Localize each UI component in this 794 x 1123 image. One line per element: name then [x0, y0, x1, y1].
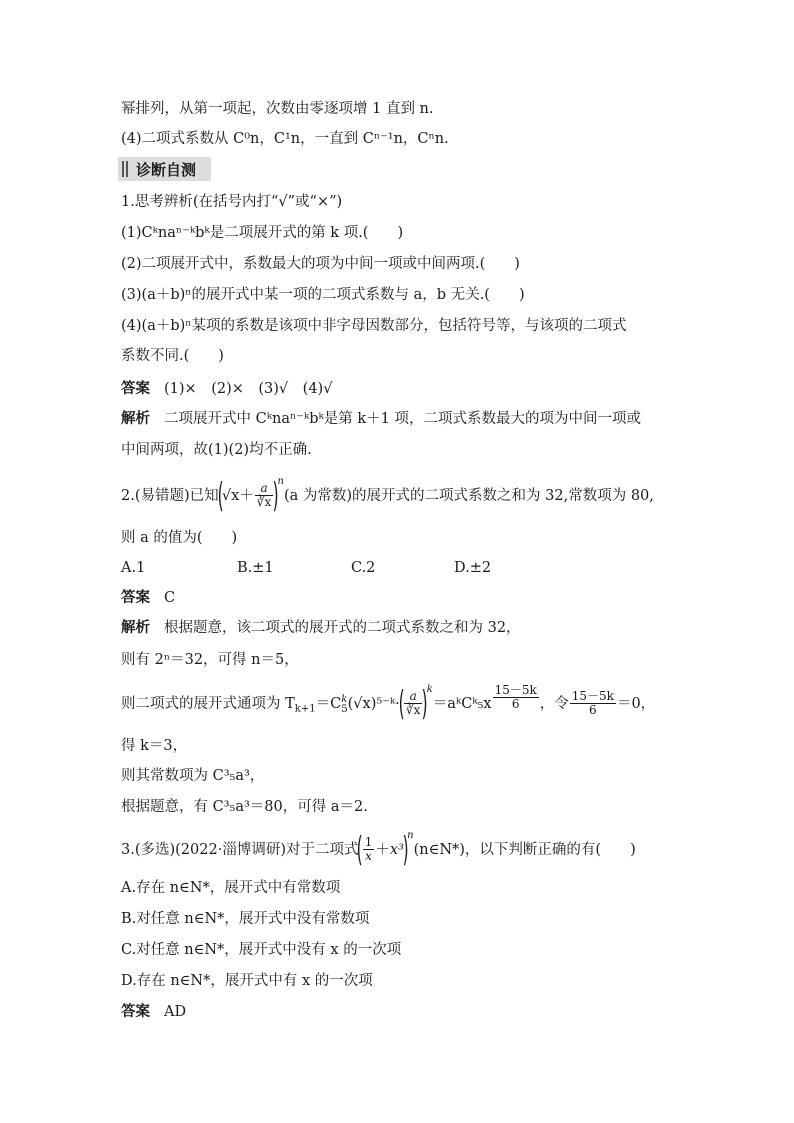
option-a[interactable]: A.存在 n∈N*，展开式中有常数项 — [121, 880, 341, 896]
formula-prefix: 则二项式的展开式通项为 T — [121, 695, 295, 712]
question-prefix: 3.(多选)(2022·淄博调研)对于二项式 — [121, 841, 359, 858]
answer-label: 答案 — [121, 380, 150, 397]
section-header — [118, 157, 211, 181]
question-suffix: (n∈N*)，以下判断正确的有( ) — [413, 841, 636, 858]
answer-line — [121, 1002, 186, 1022]
explanation-text: 根据题意，该二项式的展开式的二项式系数之和为 32， — [164, 620, 521, 636]
answer-text: (1)× (2)× (3)√ (4)√ — [164, 381, 333, 397]
question-title: 1.思考辨析(在括号内打“√”或“×”) — [121, 194, 343, 210]
explanation-label: 解析 — [121, 410, 150, 427]
answer-label: 答案 — [121, 1003, 150, 1020]
question-text: 则 a 的值为( ) — [121, 530, 238, 546]
math-sub: 5 — [341, 703, 348, 715]
option-c[interactable]: C.对任意 n∈N*，展开式中没有 x 的一次项 — [121, 942, 402, 958]
question-item: (1)Cᵏnaⁿ⁻ᵏbᵏ是二项展开式的第 k 项.( ) — [121, 225, 404, 241]
answer-text: AD — [164, 1004, 187, 1020]
explanation-text: 得 k＝3， — [121, 738, 188, 754]
math-fraction: $\frac{15-5k}{6}$ — [571, 689, 614, 718]
question-title: 2.(易错题)已知(√x＋ $\frac{a}{∛x}$ )$^n$(a 为常数)的展开式的二项式系数之和为 32,常数项为 80, — [121, 475, 654, 516]
option-d[interactable]: D.±2 — [454, 560, 492, 576]
math-fraction: $\frac{1}{x}$ — [364, 835, 373, 864]
explanation-text: 中间两项，故(1)(2)均不正确. — [121, 442, 312, 458]
explanation-formula: 则二项式的展开式通项为 $T_{k+1}=C^k_5(√x)^{5-}ᵏ\cdot$( $\frac{a}{∛x}$ )$^k$＝aᵏCᵏ₅x $\frac{15-5k}{6}$ ，令 $\frac{15-5k}{6}$ ＝0， — [121, 683, 656, 724]
text-line: 幂排列，从第一项起，次数由零逐项增 1 直到 n. — [121, 101, 434, 117]
math-plus: ＋ — [375, 841, 390, 858]
question-item: (3)(a＋b)ⁿ的展开式中某一项的二项式系数与 a，b 无关.( ) — [121, 287, 525, 303]
section-bars-icon — [122, 161, 129, 177]
section-title: 诊断自测 — [136, 161, 197, 179]
text-line: (4)二项式系数从 C⁰n，C¹n，一直到 Cⁿ⁻¹n，Cⁿn. — [121, 131, 449, 147]
option-c[interactable]: C.2 — [351, 560, 376, 576]
answer-text: C — [164, 590, 176, 606]
math-plus: ＋ — [239, 487, 254, 504]
math-sqrt: √x — [221, 487, 240, 504]
explanation-label: 解析 — [121, 619, 150, 636]
question-item: (2)二项展开式中，系数最大的项为中间一项或中间两项.( ) — [121, 256, 520, 272]
math-body: (√x)⁵⁻ᵏ· — [347, 695, 400, 712]
explanation-text: 根据题意，有 C³₅a³＝80，可得 a＝2. — [121, 799, 368, 815]
answer-line — [121, 588, 175, 608]
math-sup: k — [341, 694, 348, 705]
explanation-line — [121, 409, 641, 429]
explanation-text: 则有 2ⁿ＝32，可得 n＝5， — [121, 652, 299, 668]
answer-line — [121, 379, 332, 399]
math-term: x³ — [389, 841, 404, 858]
math-fraction: $\frac{15-5k}{6}$ — [494, 683, 537, 712]
question-item: (4)(a＋b)ⁿ某项的系数是该项中非字母因数部分，包括符号等，与该项的二项式 — [121, 318, 627, 334]
question-title: 3.(多选)(2022·淄博调研)对于二项式( $\frac{1}{x}$ ＋x³)$^n$(n∈N*)，以下判断正确的有( ) — [121, 829, 636, 870]
explanation-text: 则其常数项为 C³₅a³， — [121, 768, 265, 784]
option-b[interactable]: B.对任意 n∈N*，展开式中没有常数项 — [121, 911, 370, 927]
math-eq: ＝C — [315, 695, 342, 712]
math-fraction: $\frac{a}{∛x}$ — [256, 481, 272, 510]
explanation-text: 二项展开式中 Cᵏnaⁿ⁻ᵏbᵏ是第 k＋1 项，二项式系数最大的项为中间一项或 — [164, 411, 641, 427]
explanation-line — [121, 618, 521, 638]
formula-mid: ，令 — [539, 695, 569, 712]
math-subscript: k+1 — [294, 703, 316, 715]
math-rhs: ＝aᵏCᵏ₅x — [432, 695, 492, 712]
formula-suffix: ＝0， — [616, 695, 656, 712]
option-a[interactable]: A.1 — [121, 560, 146, 576]
option-d[interactable]: D.存在 n∈N*，展开式中有 x 的一次项 — [121, 973, 373, 989]
math-fraction: $\frac{a}{∛x}$ — [406, 689, 421, 718]
question-suffix: (a 为常数)的展开式的二项式系数之和为 32,常数项为 80, — [283, 487, 654, 504]
answer-label: 答案 — [121, 589, 150, 606]
option-b[interactable]: B.±1 — [237, 560, 274, 576]
question-prefix: 2.(易错题)已知 — [121, 487, 219, 504]
question-item: 系数不同.( ) — [121, 348, 224, 364]
